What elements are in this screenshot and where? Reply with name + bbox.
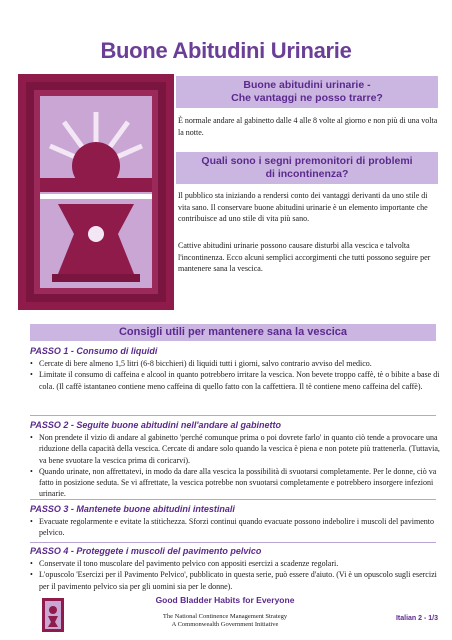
step-4-title: PASSO 4 - Proteggete i muscoli del pavimento pelvico [30, 546, 262, 556]
bladder-logo-icon [18, 74, 174, 310]
footer-line-1: The National Continence Management Strategy [162, 613, 288, 620]
step-2-title: PASSO 2 - Seguite buone abitudini nell'andare al gabinetto [30, 420, 282, 430]
section-heading-benefits: Buone abitudini urinarie - Che vantaggi ne posso trarre? [176, 76, 438, 108]
page-title: Buone Abitudini Urinarie [100, 38, 352, 63]
benefits-text: È normale andare al gabinetto dalle 4 alle 8 volte al giorno e non più di una volta la notte. [178, 116, 438, 137]
footer-logo-icon [42, 598, 64, 632]
divider [30, 499, 436, 500]
step-1-list [30, 358, 440, 392]
list-item: • Evacuate regolarmente e evitate la stitichezza. Sforzi continui quando evacuate possono indebolire i muscoli del pavimento pelvico. [30, 516, 440, 539]
warning-text-1: Il pubblico sta iniziando a rendersi conto dei vantaggi derivanti da uno stile di vita sano. Il conservare buone abitudini urinarie è un elemento importante che contribuisce ad uno stile di vita più sano. [178, 191, 428, 223]
section-heading-tips: Consigli utili per mantenere sana la vescica [30, 324, 436, 341]
footer-line-2: A Commonwealth Government Initiative [171, 621, 279, 628]
footer-title: Good Bladder Habits for Everyone [155, 595, 295, 605]
section-heading-warning-signs: Quali sono i segni premonitori di problemi di incontinenza? [176, 152, 438, 184]
warning-text-2: Cattive abitudini urinarie possono causare disturbi alla vescica e talvolta l'incontinenza. Ecco alcuni semplici accorgimenti che tutti possono seguire per mantenere sana la vescica. [178, 241, 431, 273]
page-number: Italian 2 - 1/3 [395, 615, 438, 622]
list-item: • Non prendete il vizio di andare al gabinetto 'perché comunque prima o poi dovrete farlo' in quanto ciò tende a provocare una riduzione della capacità della vescica. Cercate di andare solo quando la vescica è piena e non potete più trattenerla. (Tuttavia, va bene svuotare la vescica prima di coricarvi). [30, 432, 440, 466]
step-3-list [30, 516, 440, 539]
divider [30, 415, 436, 416]
step-3-title: PASSO 3 - Mantenete buone abitudini intestinali [30, 504, 235, 514]
list-item: • Limitate il consumo di caffeina e alcool in quanto potrebbero irritare la vescica. Non bevete troppo caffè, tè o bibite a base di cola. (Il caffè istantaneo contiene meno caffeina di quello fatto con la caffettiera. Il tè contiene meno caffeina del caffè). [30, 369, 440, 392]
list-item: • Conservate il tono muscolare del pavimento pelvico con appositi esercizi a scadenze regolari. [30, 558, 440, 569]
list-item: • L'opuscolo 'Esercizi per il Pavimento Pelvico', pubblicato in questa serie, può essere d'aiuto. (Vi è un opuscolo sugli esercizi per il pavimento pelvico sia per gli uomini sia per le donne). [30, 569, 440, 592]
list-item: • Cercate di bere almeno 1,5 litri (6-8 bicchieri) di liquidi tutti i giorni, salvo contrario avviso del medico. [30, 358, 440, 369]
step-2-list [30, 432, 440, 500]
step-4-list [30, 558, 440, 592]
divider [30, 542, 436, 543]
list-item: • Quando urinate, non affrettatevi, in modo da dare alla vescica la possibilità di svuotarsi completamente. Per le donne, ciò va fatto in posizione seduta. Se vi affrettate, la vescica potrebbe non svuotarsi completamente e potrebbero insorgere infezioni urinarie. [30, 466, 440, 500]
step-1-title: PASSO 1 - Consumo di liquidi [30, 346, 158, 356]
